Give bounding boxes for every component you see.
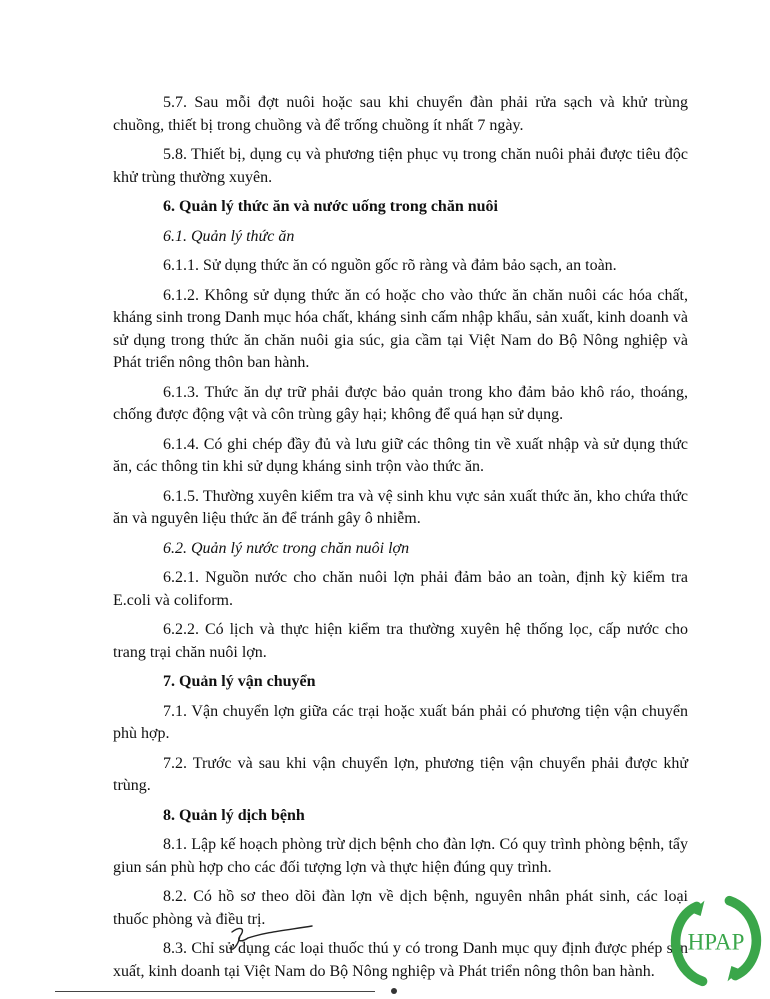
hpap-logo-icon (668, 893, 764, 989)
handwritten-signature (226, 918, 316, 958)
paragraph-6-2-1: 6.2.1. Nguồn nước cho chăn nuôi lợn phải đảm bảo an toàn, định kỳ kiểm tra E.coli và coliform. (113, 569, 688, 609)
paragraph-6-1-4: 6.1.4. Có ghi chép đầy đủ và lưu giữ các thông tin về xuất nhập và sử dụng thức ăn, các thông tin khi sử dụng kháng sinh trộn vào thức ăn. (113, 435, 688, 475)
paragraph-6-1-3: 6.1.3. Thức ăn dự trữ phải được bảo quản trong kho đảm bảo khô ráo, thoáng, chống được động vật và côn trùng gây hại; không để quá hạn sử dụng. (113, 383, 688, 423)
paragraph-7-2: 7.2. Trước và sau khi vận chuyển lợn, phương tiện vận chuyển phải được khử trùng. (113, 754, 688, 794)
paragraph-8-3: 8.3. Chỉ sử dụng các loại thuốc thú y có trong Danh mục quy định được phép sản xuất, kinh doanh tại Việt Nam do Bộ Nông nghiệp và Phát triển nông thôn ban hành. (113, 940, 688, 980)
subsection-heading-6-2: 6.2. Quản lý nước trong chăn nuôi lợn (163, 539, 410, 557)
paragraph-8-2: 8.2. Có hồ sơ theo dõi đàn lợn về dịch bệnh, nguyên nhân phát sinh, các loại thuốc phòng và điều trị. (113, 888, 688, 928)
paragraph-6-1-1: 6.1.1. Sử dụng thức ăn có nguồn gốc rõ ràng và đảm bảo sạch, an toàn. (163, 257, 617, 274)
paragraph-5-8: 5.8. Thiết bị, dụng cụ và phương tiện phục vụ trong chăn nuôi phải được tiêu độc khử trùng thường xuyên. (113, 146, 688, 186)
footer-rule (55, 991, 375, 992)
paragraph-6-1-2: 6.1.2. Không sử dụng thức ăn có hoặc cho vào thức ăn chăn nuôi các hóa chất, kháng sinh trong Danh mục hóa chất, kháng sinh cấm nhập khẩu, sản xuất, kinh doanh và sử dụng trong thức ăn chăn nuôi gia súc, gia cầm tại Việt Nam do Bộ Nông nghiệp và Phát triển nông thôn ban hành. (113, 286, 688, 371)
paragraph-5-7: 5.7. Sau mỗi đợt nuôi hoặc sau khi chuyển đàn phải rửa sạch và khử trùng chuồng, thiết bị trong chuồng và để trống chuồng ít nhất 7 ngày. (113, 94, 688, 134)
section-heading-8: 8. Quản lý dịch bệnh (163, 806, 305, 824)
svg-text:HPAP: HPAP (687, 928, 745, 955)
section-heading-6: 6. Quản lý thức ăn và nước uống trong chăn nuôi (163, 198, 498, 215)
paragraph-6-1-5: 6.1.5. Thường xuyên kiểm tra và vệ sinh khu vực sản xuất thức ăn, kho chứa thức ăn và nguyên liệu thức ăn để tránh gây ô nhiễm. (113, 487, 688, 527)
page-mark (391, 988, 397, 994)
section-heading-7: 7. Quản lý vận chuyển (163, 673, 316, 690)
document-body (113, 92, 688, 990)
subsection-heading-6-1: 6.1. Quản lý thức ăn (163, 227, 295, 245)
paragraph-6-2-2: 6.2.2. Có lịch và thực hiện kiểm tra thường xuyên hệ thống lọc, cấp nước cho trang trại chăn nuôi lợn. (113, 621, 688, 661)
paragraph-7-1: 7.1. Vận chuyển lợn giữa các trại hoặc xuất bán phải có phương tiện vận chuyển phù hợp. (113, 702, 688, 742)
paragraph-8-1: 8.1. Lập kế hoạch phòng trừ dịch bệnh cho đàn lợn. Có quy trình phòng bệnh, tẩy giun sán phù hợp cho các đối tượng lợn và thực hiện đúng quy trình. (113, 836, 688, 876)
